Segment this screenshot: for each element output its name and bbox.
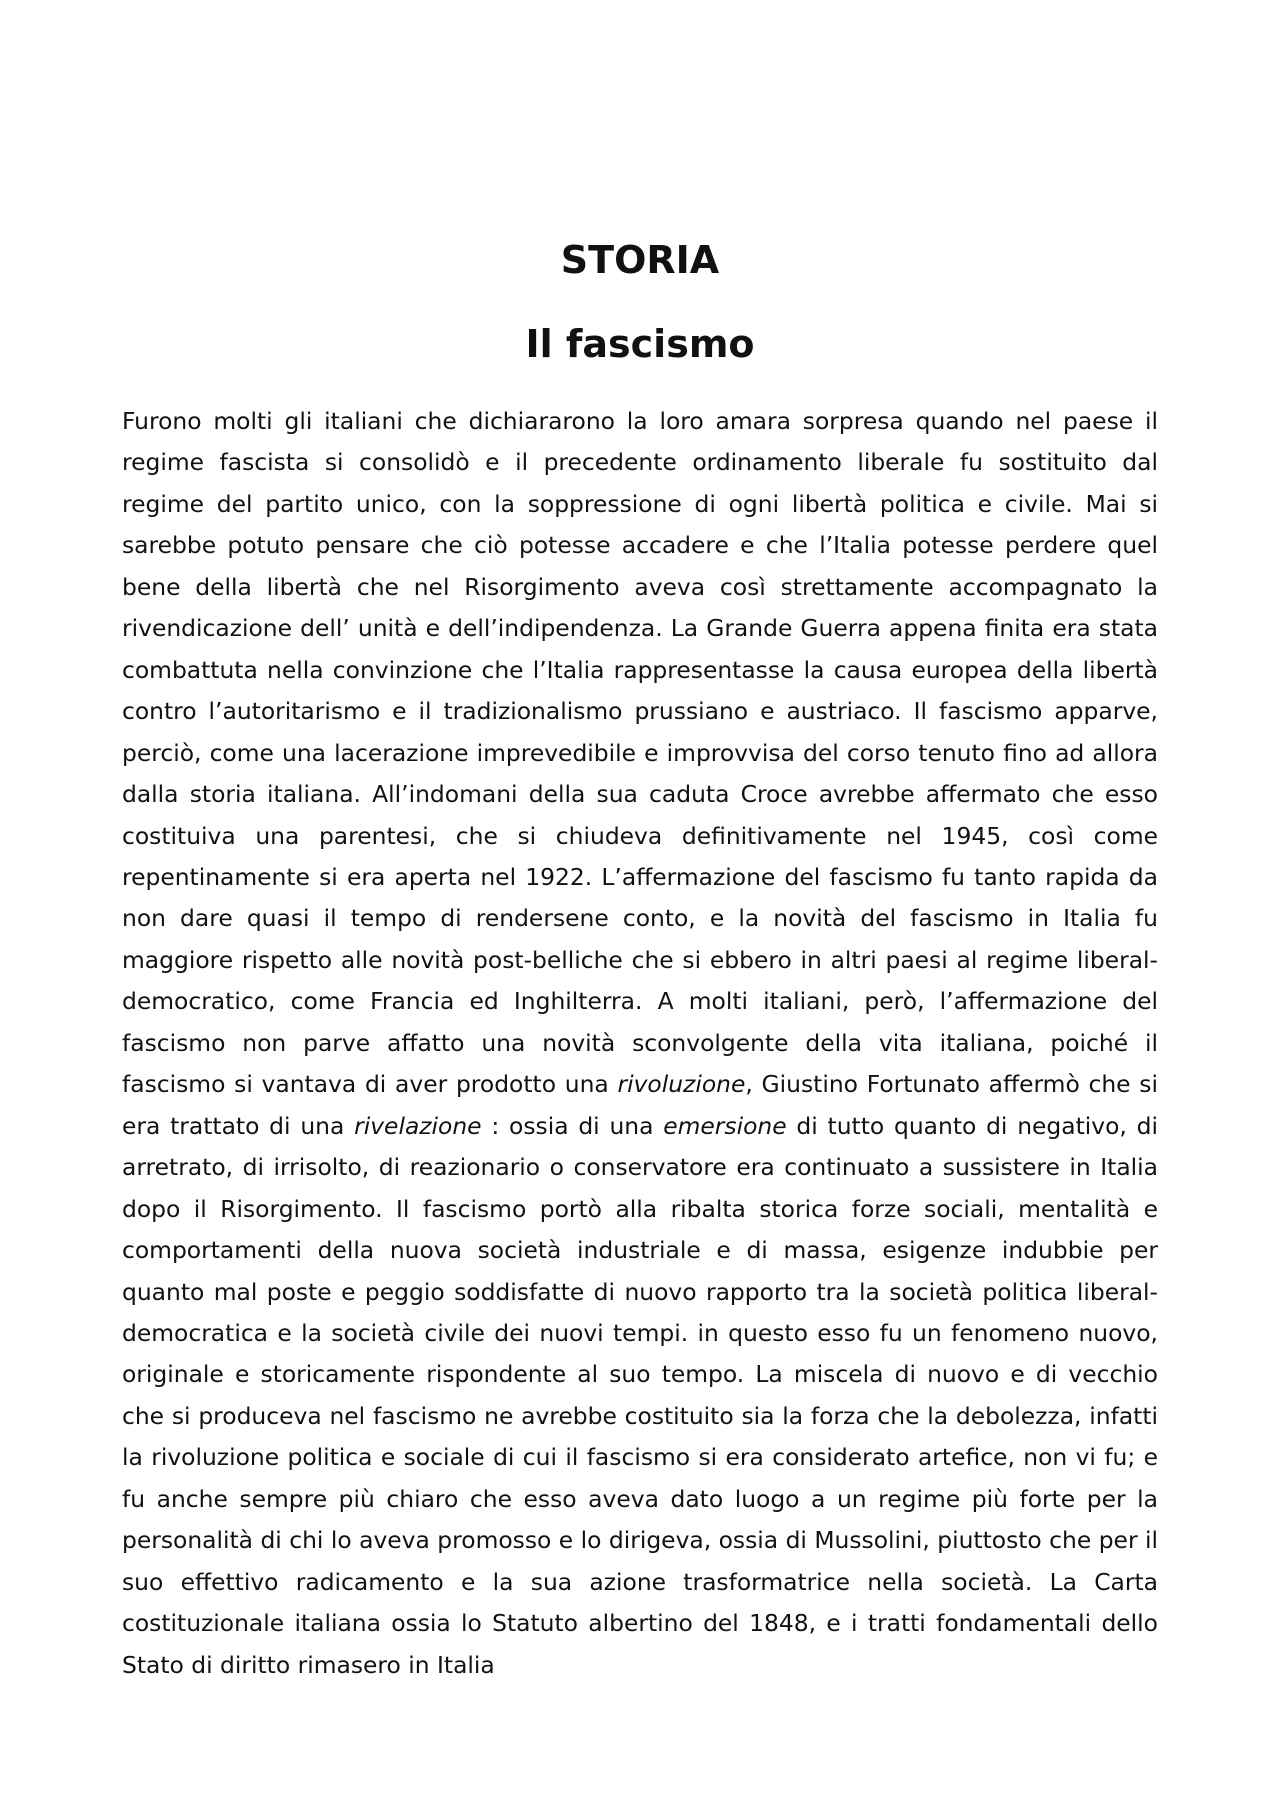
body-paragraph <box>122 401 1158 1686</box>
italic-term-rivelazione: rivelazione <box>354 1111 482 1140</box>
paragraph-text-part-3: : ossia di una <box>481 1111 664 1140</box>
italic-term-rivoluzione: rivoluzione <box>617 1070 746 1099</box>
paragraph-text-part-2: , Giustino Fortunato affermò che si era trattato di una <box>122 1070 1158 1140</box>
chapter-title: Il fascismo <box>525 322 755 366</box>
paragraph-text-part-1: Furono molti gli italiani che dichiararono la loro amara sorpresa quando nel paese il regime fascista si consolidò e il precedente ordinamento liberale fu sostituito dal regime del partito unico, con la soppressione di ogni libertà politica e civile. Mai si sarebbe potuto pensare che ciò potesse accadere e che l’Italia potesse perdere quel bene della libertà che nel Risorgimento aveva così strettamente accompagnato la rivendicazione dell’ unità e dell’indipendenza. La Grande Guerra appena finita era stata combattuta nella convinzione che l’Italia rappresentasse la causa europea della libertà contro l’autoritarismo e il tradizionalismo prussiano e austriaco. Il fascismo apparve, perciò, come una lacerazione imprevedibile e improvvisa del corso tenuto fino ad allora dalla storia italiana. All’indomani della sua caduta Croce avrebbe affermato che esso costituiva una parentesi, che si chiudeva definitivamente nel 1945, così come repentinamente si era aperta nel 1922. L’affermazione del fascismo fu tanto rapida da non dare quasi il tempo di rendersene conto, e la novità del fascismo in Italia fu maggiore rispetto alle novità post-belliche che si ebbero in altri paesi al regime liberal-democratico, come Francia ed Inghilterra. A molti italiani, però, l’affermazione del fascismo non parve affatto una novità sconvolgente della vita italiana, poiché il fascismo si vantava di aver prodotto una <box>122 407 1158 1099</box>
subject-title: STORIA <box>560 238 720 282</box>
paragraph-text-part-4: di tutto quanto di negativo, di arretrato, di irrisolto, di reazionario o conservatore era continuato a sussistere in Italia dopo il Risorgimento. Il fascismo portò alla ribalta storica forze sociali, mentalità e comportamenti della nuova società industriale e di massa, esigenze indubbie per quanto mal poste e peggio soddisfatte di nuovo rapporto tra la società politica liberal-democratica e la società civile dei nuovi tempi. in questo esso fu un fenomeno nuovo, originale e storicamente rispondente al suo tempo. La miscela di nuovo e di vecchio che si produceva nel fascismo ne avrebbe costituito sia la forza che la debolezza, infatti la rivoluzione politica e sociale di cui il fascismo si era considerato artefice, non vi fu; e fu anche sempre più chiaro che esso aveva dato luogo a un regime più forte per la personalità di chi lo aveva promosso e lo dirigeva, ossia di Mussolini, piuttosto che per il suo effettivo radicamento e la sua azione trasformatrice nella società. La Carta costituzionale italiana ossia lo Statuto albertino del 1848, e i tratti fondamentali dello Stato di diritto rimasero in Italia <box>122 1111 1158 1679</box>
italic-term-emersione: emersione <box>663 1111 787 1140</box>
